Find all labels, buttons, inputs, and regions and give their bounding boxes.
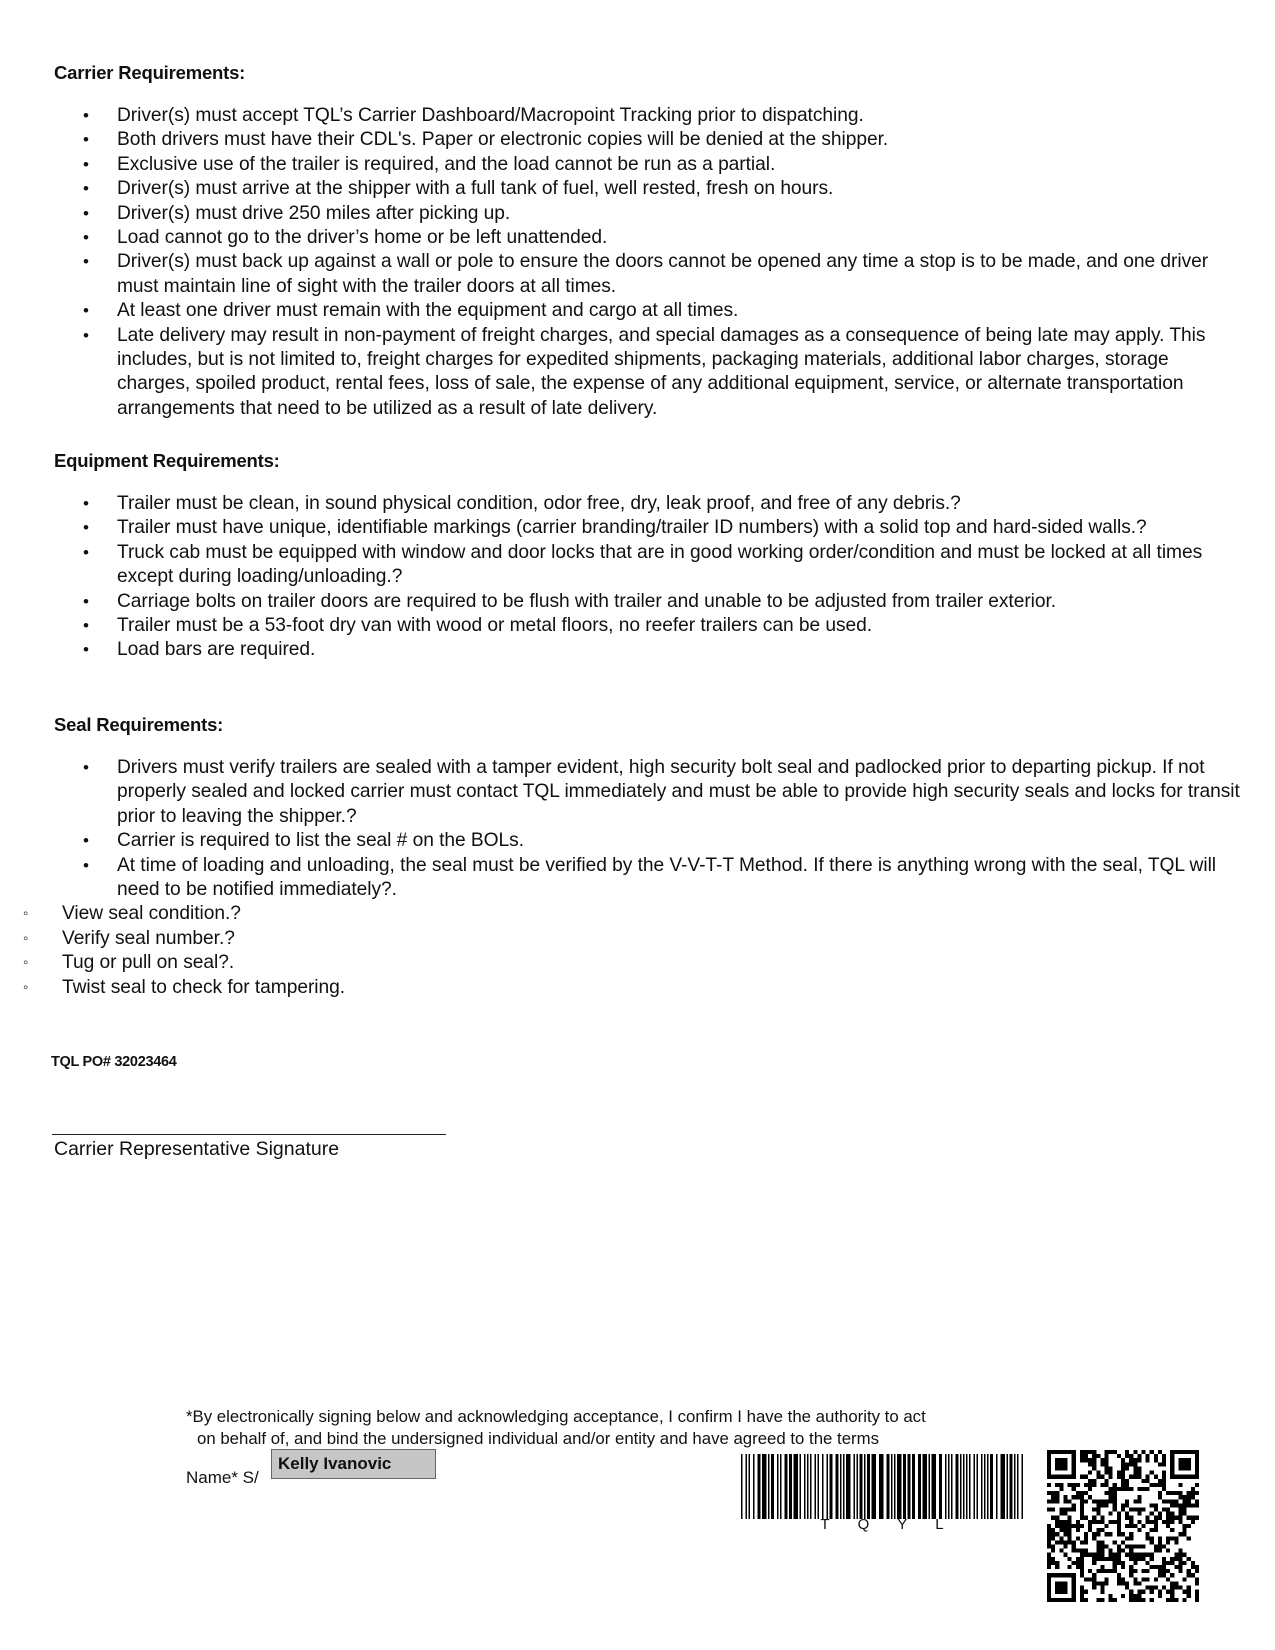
name-field[interactable]: Kelly Ivanovic [271,1449,436,1479]
list-item: • At time of loading and unloading, the seal must be verified by the V-V-T-T Method. If there is anything wrong with the seal, TQL will need to be notified immediately?. [0,854,1240,903]
list-item: • Trailer must be clean, in sound physical condition, odor free, dry, leak proof, and free of any debris.? [0,492,1240,516]
signature-line [52,1134,446,1135]
list-item: • Carriage bolts on trailer doors are required to be flush with trailer and unable to be adjusted from trailer exterior. [0,590,1240,614]
sub-list-item: ◦ Twist seal to check for tampering. [0,976,1240,1000]
list-item: • Trailer must be a 53-foot dry van with wood or metal floors, no reefer trailers can be used. [0,614,1240,638]
barcode-char: L [935,1516,944,1533]
barcode-char: T [820,1516,830,1533]
carrier-requirements-heading: Carrier Requirements: [54,62,246,83]
list-item: • Drivers must verify trailers are sealed with a tamper evident, high security bolt seal and padlocked prior to departing pickup. If not properly sealed and locked carrier must contact TQL immediately and must be able to provide high security seals and locks for transit prior to leaving the shipper.? [0,756,1240,829]
seal-requirements-list [0,756,1240,1000]
barcode-char: Q [857,1516,870,1533]
list-item: • Load bars are required. [0,638,1240,662]
list-item: • Both drivers must have their CDL's. Paper or electronic copies will be denied at the shipper. [0,128,1240,152]
sub-list-item: ◦ View seal condition.? [0,902,1240,926]
seal-requirements-heading: Seal Requirements: [54,714,224,735]
list-item: • Driver(s) must arrive at the shipper with a full tank of fuel, well rested, fresh on hours. [0,177,1240,201]
po-number: TQL PO# 32023464 [51,1054,177,1070]
equipment-requirements-list [0,492,1240,663]
signature-label: Carrier Representative Signature [54,1138,340,1160]
name-label: Name* S/ [186,1468,259,1487]
sub-list-item: ◦ Tug or pull on seal?. [0,951,1240,975]
list-item: • Trailer must have unique, identifiable markings (carrier branding/trailer ID numbers) with a solid top and hard-sided walls.? [0,516,1240,540]
acknowledgement-line-2: on behalf of, and bind the undersigned individual and/or entity and have agreed to the terms [197,1429,879,1448]
barcode-char: Y [897,1516,908,1533]
list-item: • Late delivery may result in non-payment of freight charges, and special damages as a consequence of being late may apply. This includes, but is not limited to, freight charges for expedited shipments, packaging materials, additional labor charges, storage charges, spoiled product, rental fees, loss of sale, the expense of any additional equipment, service, or alternate transportation arrangements that need to be utilized as a result of late delivery. [0,324,1240,422]
vvtt-sublist [0,902,1240,1000]
list-item: • Carrier is required to list the seal # on the BOLs. [0,829,1240,853]
carrier-requirements-list [0,104,1240,421]
sub-list-item: ◦ Verify seal number.? [0,927,1240,951]
equipment-requirements-heading: Equipment Requirements: [54,450,280,471]
list-item: • Driver(s) must accept TQL’s Carrier Dashboard/Macropoint Tracking prior to dispatching. [0,104,1240,128]
acknowledgement-line-1: *By electronically signing below and acknowledging acceptance, I confirm I have the authority to act [186,1407,926,1426]
vvtt-method-subitems [0,902,1240,1000]
barcode-text [741,1516,1023,1533]
list-item: • Driver(s) must back up against a wall or pole to ensure the doors cannot be opened any time a stop is to be made, and one driver must maintain line of sight with the trailer doors at all times. [0,250,1240,299]
list-item: • Driver(s) must drive 250 miles after picking up. [0,202,1240,226]
list-item: • Exclusive use of the trailer is required, and the load cannot be run as a partial. [0,153,1240,177]
acknowledgement-text [186,1406,926,1450]
qr-code-graphic [1047,1450,1199,1602]
list-item: • At least one driver must remain with the equipment and cargo at all times. [0,299,1240,323]
list-item: • Truck cab must be equipped with window and door locks that are in good working order/condition and must be locked at all times except during loading/unloading.? [0,541,1240,590]
list-item: • Load cannot go to the driver’s home or be left unattended. [0,226,1240,250]
barcode-graphic [741,1454,1023,1519]
